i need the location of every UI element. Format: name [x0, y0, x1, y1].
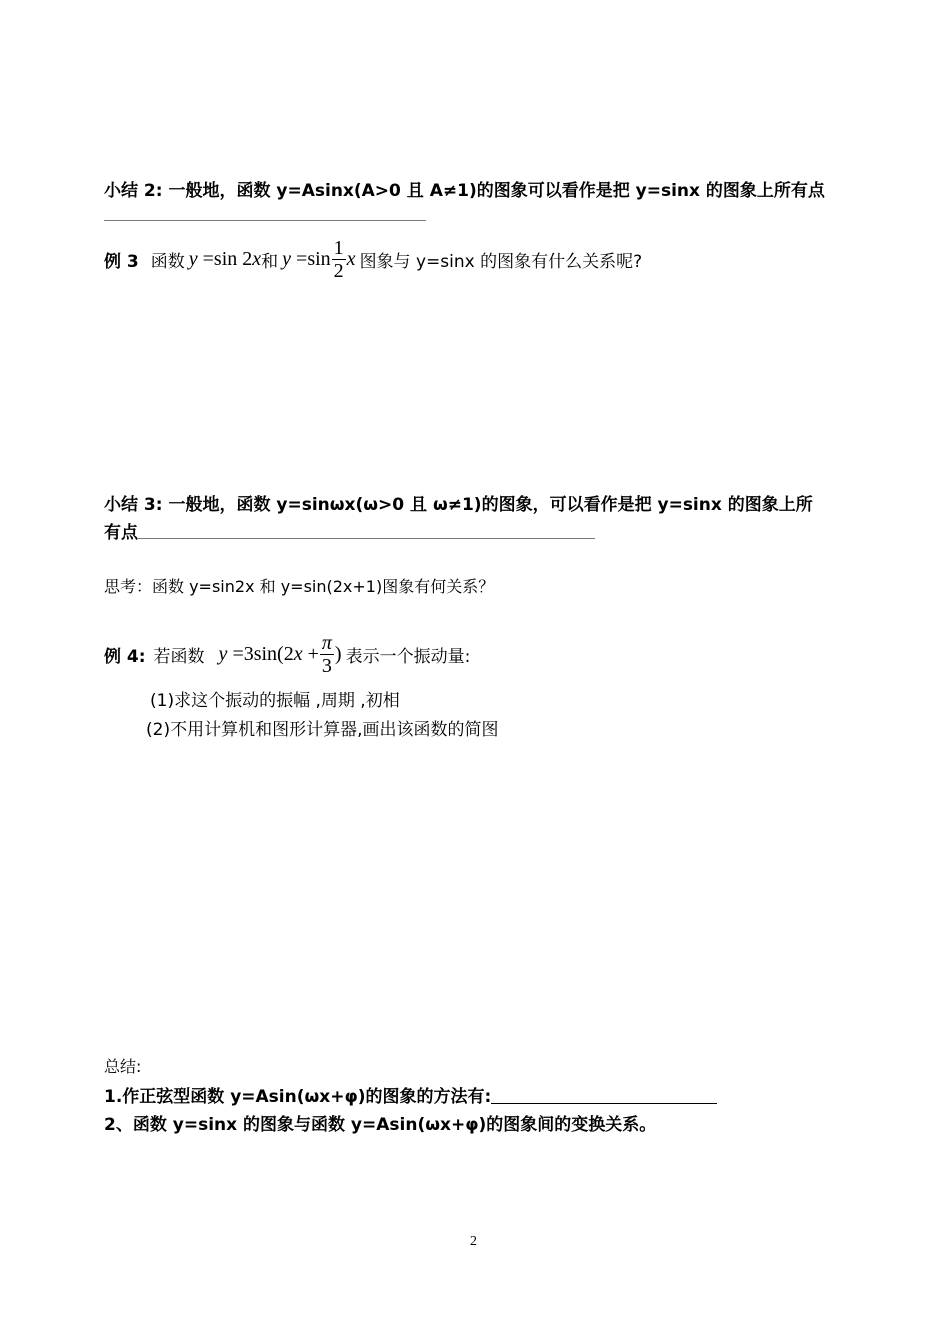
conclusion-item-2: 2、函数 y=sinx 的图象与函数 y=Asin(ωx+φ)的图象间的变换关系。 — [104, 1115, 657, 1135]
example-4-equation: y = 3sin(2 x + $\frac{\pi}{3}$ ) — [218, 631, 342, 677]
summary-2-answer-line — [104, 220, 426, 221]
summary-3-label: 小结 3: — [104, 495, 163, 515]
summary-3 — [104, 490, 813, 515]
summary-2-label: 小结 2: — [104, 181, 163, 201]
example-3-equation-1: y =sin 2x — [188, 247, 262, 270]
fraction-one-half: $\frac{1}{2}$ — [333, 236, 344, 282]
example-4-label: 例 4: — [104, 646, 146, 667]
think-question: 思考：函数 y=sin2x 和 y=sin(2x+1)图象有何关系？ — [104, 577, 495, 596]
conclusion-heading: 总结: — [104, 1057, 142, 1076]
example-3 — [104, 232, 642, 286]
summary-3-line-2-text: 有点 — [104, 523, 138, 543]
page-number: 2 — [470, 1234, 477, 1249]
example-3-equation-2: y = sin $\frac{1}{2}$ x — [282, 236, 356, 282]
summary-3-text: 一般地，函数 y=sinωx(ω>0 且 ω≠1)的图象，可以看作是把 y=sinx 的图象上所 — [168, 495, 813, 515]
example-4-lead: 若函数 — [153, 646, 205, 667]
conclusion-item-1 — [104, 1082, 717, 1107]
summary-2 — [104, 176, 825, 201]
example-3-and: 和 — [261, 251, 279, 272]
summary-3-answer-line — [138, 538, 595, 539]
conclusion-answer-line — [491, 1103, 717, 1104]
example-4-question-2: (2)不用计算机和图形计算器,画出该函数的简图 — [146, 720, 499, 740]
example-4 — [104, 628, 470, 680]
example-3-lead: 函数 — [150, 251, 185, 272]
summary-3-line-2 — [104, 518, 595, 543]
example-4-question-1: (1)求这个振动的振幅 ,周期 ,初相 — [150, 691, 400, 711]
fraction-pi-over-3: $\frac{\pi}{3}$ — [321, 631, 332, 677]
example-4-tail: 表示一个振动量: — [345, 646, 471, 667]
summary-2-text: 一般地，函数 y=Asinx(A>0 且 A≠1)的图象可以看作是把 y=sinx 的图象上所有点 — [168, 181, 825, 201]
example-3-tail: 图象与 y=sinx 的图象有什么关系呢? — [359, 251, 643, 272]
conclusion-item-1-text: 1.作正弦型函数 y=Asin(ωx+φ)的图象的方法有: — [104, 1087, 492, 1107]
example-3-label: 例 3 — [104, 251, 139, 272]
